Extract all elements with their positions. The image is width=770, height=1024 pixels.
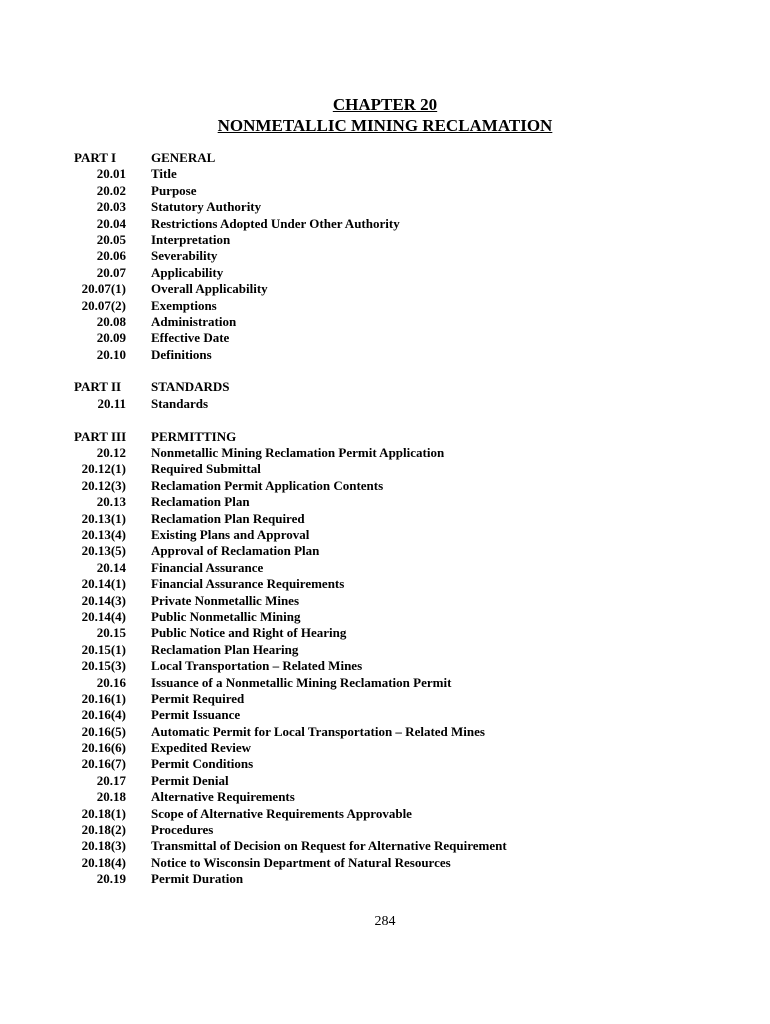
toc-entry (0, 511, 770, 527)
toc-entry (0, 199, 770, 215)
toc-entry (0, 871, 770, 887)
toc-entry-number: 20.19 (96, 871, 126, 887)
toc-part-heading-row (0, 429, 770, 445)
toc-entry-label: Administration (151, 313, 237, 329)
toc-entry (0, 298, 770, 314)
toc-entry (0, 855, 770, 871)
toc-entry-number: 20.15(1) (81, 641, 126, 657)
toc-entry-label: Notice to Wisconsin Department of Natural Resources (151, 854, 451, 870)
toc-entry-number: 20.18 (96, 789, 126, 805)
toc-entry (0, 232, 770, 248)
toc-entry-label: Existing Plans and Approval (151, 526, 310, 542)
toc-entry (0, 314, 770, 330)
toc-entry-label: Automatic Permit for Local Transportation – Related Mines (151, 723, 485, 739)
toc-entry (0, 543, 770, 559)
toc-entry-label: Definitions (151, 346, 212, 362)
toc-entry-number: 20.02 (96, 182, 126, 198)
toc-part-heading: PERMITTING (151, 428, 237, 444)
toc-part-section (0, 379, 770, 412)
toc-part-heading-row (0, 150, 770, 166)
toc-entry-label: Public Nonmetallic Mining (151, 608, 301, 624)
toc-entry-number: 20.16(6) (81, 740, 126, 756)
toc-entry-label: Statutory Authority (151, 199, 262, 215)
toc-entry-number: 20.13 (96, 494, 126, 510)
toc-entry-label: Public Notice and Right of Hearing (151, 625, 347, 641)
toc-entry-number: 20.12 (96, 445, 126, 461)
toc-entry-number: 20.13(4) (81, 526, 126, 542)
toc-entry (0, 773, 770, 789)
toc-entry-number: 20.14(4) (81, 608, 126, 624)
toc-entry (0, 216, 770, 232)
toc-entry-label: Permit Conditions (151, 756, 254, 772)
toc-entry (0, 494, 770, 510)
toc-entry-label: Scope of Alternative Requirements Approvable (151, 805, 412, 821)
toc-entry-number: 20.14(3) (81, 592, 126, 608)
chapter-title: NONMETALLIC MINING RECLAMATION (217, 116, 553, 135)
toc-entry-label: Title (151, 166, 177, 182)
toc-entry (0, 461, 770, 477)
toc-entry-number: 20.07 (96, 264, 126, 280)
toc-entry-number: 20.17 (96, 772, 126, 788)
toc-entry-number: 20.05 (96, 231, 126, 247)
toc-entry-label: Approval of Reclamation Plan (151, 543, 320, 559)
toc-entry-number: 20.10 (96, 346, 126, 362)
toc-entry (0, 822, 770, 838)
chapter-number: CHAPTER 20 (332, 95, 438, 114)
toc-entry-number: 20.01 (96, 166, 126, 182)
toc-entry-number: 20.13(5) (81, 543, 126, 559)
toc-entry (0, 740, 770, 756)
toc-entry-number: 20.04 (96, 215, 126, 231)
toc-part-section (0, 429, 770, 888)
toc-entry-label: Restrictions Adopted Under Other Authority (151, 215, 400, 231)
toc-entry-label: Transmittal of Decision on Request for Alternative Requirement (151, 838, 507, 854)
toc-entry (0, 838, 770, 854)
toc-entry (0, 478, 770, 494)
toc-entry-number: 20.12(1) (81, 461, 126, 477)
toc-entry-label: Issuance of a Nonmetallic Mining Reclamation Permit (151, 674, 452, 690)
toc-entry-label: Permit Required (151, 690, 245, 706)
chapter-header (0, 94, 770, 136)
toc-entry-number: 20.18(3) (81, 838, 126, 854)
toc-entry (0, 658, 770, 674)
toc-part-number: PART II (74, 379, 122, 395)
toc-entry (0, 806, 770, 822)
toc-entry (0, 691, 770, 707)
toc-entry (0, 707, 770, 723)
toc-entry (0, 330, 770, 346)
toc-entry (0, 281, 770, 297)
toc-entry-label: Interpretation (151, 231, 231, 247)
toc-entry (0, 347, 770, 363)
toc-entry-label: Exemptions (151, 297, 217, 313)
toc-part-section (0, 150, 770, 363)
toc-entry-label: Applicability (151, 264, 224, 280)
toc-entry-label: Financial Assurance (151, 559, 264, 575)
toc-entry-label: Permit Duration (151, 871, 244, 887)
toc-entry-number: 20.16(7) (81, 756, 126, 772)
toc-entry (0, 789, 770, 805)
toc-entry (0, 248, 770, 264)
toc-entry-number: 20.18(2) (81, 822, 126, 838)
toc-entry-label: Reclamation Plan Required (151, 510, 305, 526)
toc-entry (0, 445, 770, 461)
toc-part-number: PART III (74, 428, 127, 444)
toc-entry (0, 265, 770, 281)
toc-entry-number: 20.08 (96, 313, 126, 329)
toc-entry (0, 675, 770, 691)
toc-entry (0, 166, 770, 182)
toc-entry (0, 396, 770, 412)
toc-entry-number: 20.07(1) (81, 281, 126, 297)
toc-part-heading-row (0, 379, 770, 395)
toc-entry-label: Reclamation Plan (151, 494, 250, 510)
toc-entry-label: Permit Issuance (151, 707, 241, 723)
toc-entry-label: Alternative Requirements (151, 789, 295, 805)
toc-entry-label: Required Submittal (151, 461, 261, 477)
toc-entry-label: Private Nonmetallic Mines (151, 592, 300, 608)
toc-entry (0, 609, 770, 625)
toc-entry (0, 593, 770, 609)
toc-entry-label: Permit Denial (151, 772, 229, 788)
toc-entry-label: Procedures (151, 822, 214, 838)
toc-entry-number: 20.16(4) (81, 707, 126, 723)
toc-entry-label: Reclamation Permit Application Contents (151, 477, 384, 493)
toc-entry-number: 20.11 (97, 395, 126, 411)
toc-entry-label: Standards (151, 395, 209, 411)
toc-entry-number: 20.18(1) (81, 805, 126, 821)
toc-entry-number: 20.16(1) (81, 690, 126, 706)
toc-entry (0, 576, 770, 592)
toc-entry (0, 756, 770, 772)
toc-entry-label: Expedited Review (151, 740, 252, 756)
toc-entry-number: 20.15 (96, 625, 126, 641)
table-of-contents (0, 150, 770, 904)
toc-entry-number: 20.16 (96, 674, 126, 690)
toc-part-number: PART I (74, 150, 117, 165)
toc-part-heading: STANDARDS (151, 379, 230, 395)
toc-entry-number: 20.03 (96, 199, 126, 215)
toc-entry (0, 183, 770, 199)
toc-entry (0, 560, 770, 576)
toc-entry-number: 20.06 (96, 248, 126, 264)
toc-part-heading: GENERAL (151, 150, 216, 165)
page-number: 284 (374, 914, 396, 929)
toc-entry (0, 642, 770, 658)
toc-entry-label: Effective Date (151, 330, 230, 346)
toc-entry-label: Purpose (151, 182, 197, 198)
toc-entry-label: Nonmetallic Mining Reclamation Permit Application (151, 445, 445, 461)
toc-entry-number: 20.07(2) (81, 297, 126, 313)
toc-entry-number: 20.14(1) (81, 576, 126, 592)
toc-entry-number: 20.09 (96, 330, 126, 346)
toc-entry-label: Financial Assurance Requirements (151, 576, 345, 592)
toc-entry (0, 724, 770, 740)
toc-entry-number: 20.18(4) (81, 854, 126, 870)
toc-entry (0, 625, 770, 641)
toc-entry-number: 20.15(3) (81, 658, 126, 674)
toc-entry-number: 20.14 (96, 559, 126, 575)
toc-entry-number: 20.13(1) (81, 510, 126, 526)
toc-entry-label: Reclamation Plan Hearing (151, 641, 299, 657)
toc-entry (0, 527, 770, 543)
toc-entry-label: Local Transportation – Related Mines (151, 658, 363, 674)
toc-entry-label: Severability (151, 248, 218, 264)
toc-entry-number: 20.12(3) (81, 477, 126, 493)
toc-entry-number: 20.16(5) (81, 723, 126, 739)
toc-entry-label: Overall Applicability (151, 281, 268, 297)
